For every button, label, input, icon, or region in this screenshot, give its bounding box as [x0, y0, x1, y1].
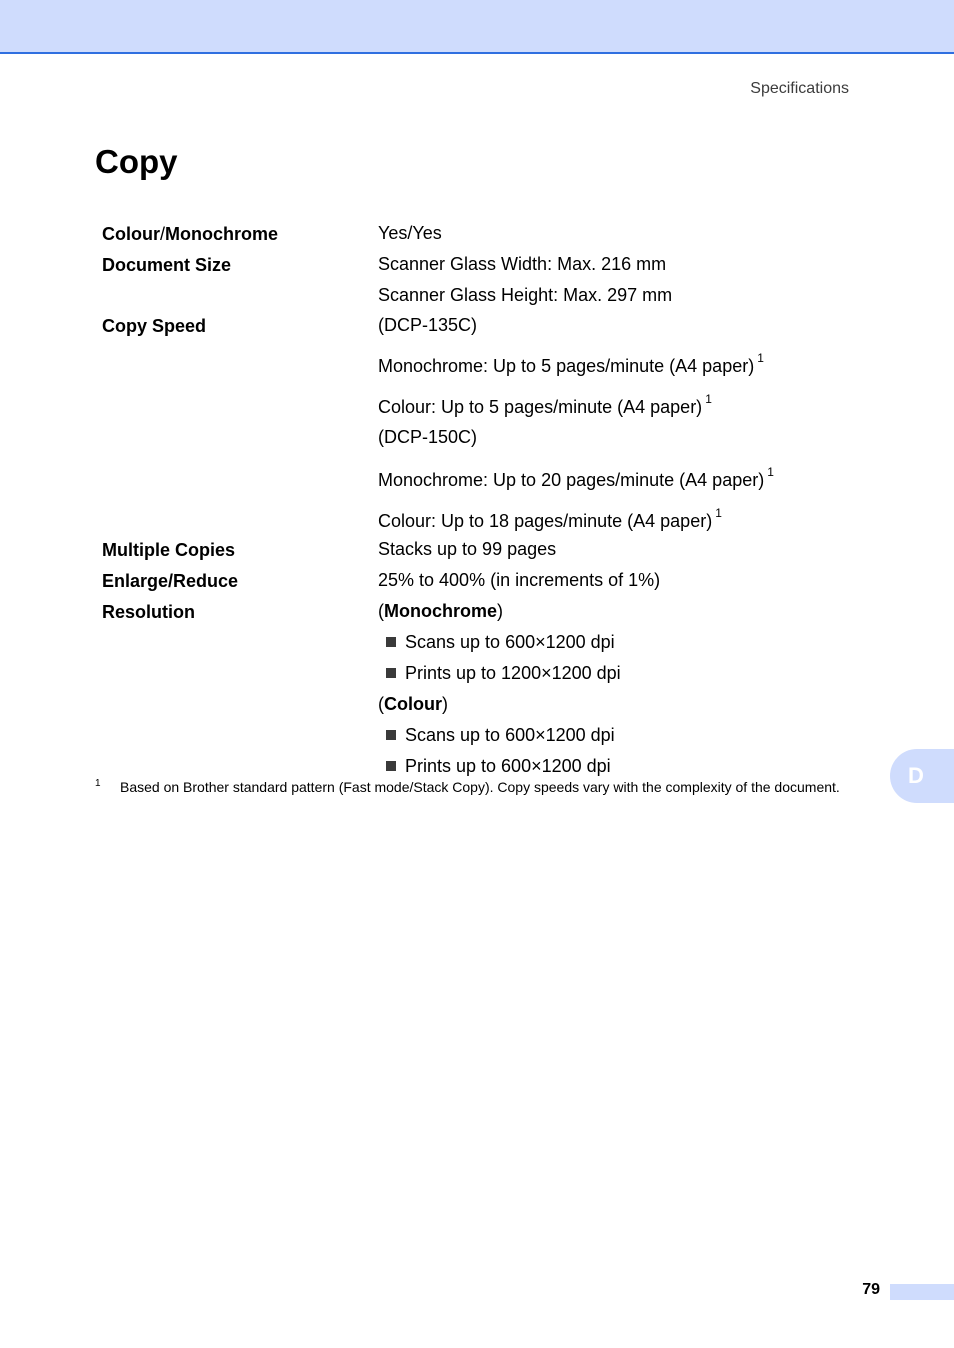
header-band [0, 0, 954, 54]
square-bullet-icon [386, 668, 396, 678]
square-bullet-icon [386, 637, 396, 647]
spec-values [378, 220, 882, 246]
footnote-number: 1 [95, 778, 101, 789]
spec-value: Stacks up to 99 pages [378, 539, 557, 559]
bullet-item: Prints up to 1200×1200 dpi [378, 660, 882, 686]
bullet-item: Scans up to 600×1200 dpi [378, 629, 882, 655]
footnote-ref: 1 [767, 465, 774, 479]
spec-row-copy-speed [102, 312, 882, 534]
footnote-ref: 1 [715, 506, 722, 520]
spec-row-multiple-copies [102, 536, 882, 563]
spec-values [378, 251, 882, 308]
spec-value: Monochrome: Up to 20 pages/minute (A4 paper) $^1$ [378, 465, 774, 490]
spec-label: Colour/Monochrome [102, 224, 279, 244]
spec-row-resolution [102, 598, 882, 779]
chapter-tab-letter: D [908, 763, 924, 788]
spec-label: Copy Speed [102, 316, 207, 336]
running-header: Specifications [750, 80, 849, 97]
page-title: Copy [95, 143, 178, 180]
spec-row-enlarge-reduce [102, 567, 882, 594]
resolution-mono-heading: (Monochrome) [378, 601, 504, 621]
model-label: (DCP-150C) [378, 427, 478, 447]
spec-label: Multiple Copies [102, 540, 236, 560]
spec-values [378, 567, 882, 593]
footnote-text: Based on Brother standard pattern (Fast mode/Stack Copy). Copy speeds vary with the complexity of the document. [120, 779, 840, 795]
chapter-tab [890, 749, 954, 803]
bullet-item: Prints up to 600×1200 dpi [378, 753, 882, 779]
spec-label: Document Size [102, 255, 232, 275]
footnote-ref: 1 [757, 351, 764, 365]
page-number: 79 [862, 1281, 880, 1298]
page-number-bar [890, 1284, 954, 1300]
spec-values [378, 598, 882, 779]
spec-table [102, 220, 882, 779]
spec-row-colour-mono [102, 220, 882, 247]
spec-value: Colour: Up to 18 pages/minute (A4 paper) $^1$ [378, 506, 722, 531]
spec-value: Yes/Yes [378, 223, 442, 243]
spec-value: 25% to 400% (in increments of 1%) [378, 570, 661, 590]
resolution-colour-heading: (Colour) [378, 694, 448, 714]
square-bullet-icon [386, 761, 396, 771]
spec-label: Enlarge/Reduce [102, 571, 239, 591]
spec-value: Scanner Glass Width: Max. 216 mm [378, 254, 667, 274]
spec-row-document-size [102, 251, 882, 308]
spec-values [378, 536, 882, 562]
square-bullet-icon [386, 730, 396, 740]
footnote-ref: 1 [705, 392, 712, 406]
spec-value: Scanner Glass Height: Max. 297 mm [378, 285, 673, 305]
model-label: (DCP-135C) [378, 315, 478, 335]
bullet-item: Scans up to 600×1200 dpi [378, 722, 882, 748]
spec-label: Resolution [102, 602, 195, 622]
spec-value: Colour: Up to 5 pages/minute (A4 paper) $^1$ [378, 392, 712, 417]
spec-value: Monochrome: Up to 5 pages/minute (A4 paper) $^1$ [378, 351, 764, 376]
spec-values [378, 312, 882, 534]
